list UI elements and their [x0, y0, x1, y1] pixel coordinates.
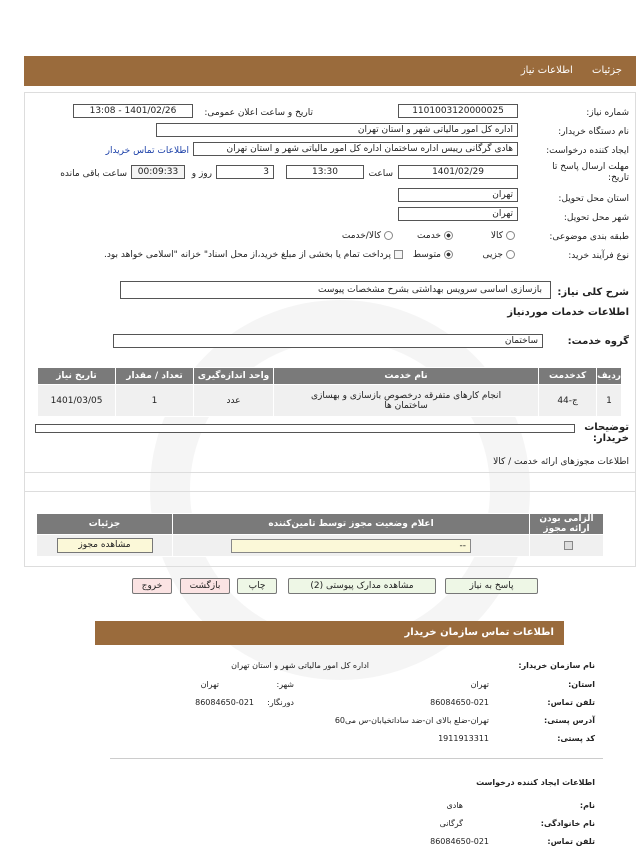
table-cell: 1401/03/05 — [38, 385, 116, 417]
table-cell: ج-44 — [539, 385, 597, 417]
requester-name-label: نام: — [579, 801, 595, 810]
table-cell: عدد — [194, 385, 274, 417]
contact-divider — [110, 758, 603, 759]
permits-header-required: الزامی بودن ارائه مجوز — [530, 514, 604, 535]
org-value: اداره کل امور مالیاتی شهر و استان تهران — [231, 661, 369, 670]
category-label: طبقه بندی موضوعی: — [549, 232, 629, 242]
address-value: تهران-ضلع بالای ان-ضد ساداتخیابان-س می60 — [334, 716, 489, 725]
desc-field: بازسازی اساسی سرویس بهداشتی بشرح مشخصات پیوست — [120, 281, 551, 299]
permit-required-checkbox — [564, 541, 573, 550]
fax-value: 86084650-021 — [195, 698, 254, 707]
creator-field: هادی گرگانی رییس اداره ساختمان اداره کل امور مالیاتی شهر و استان تهران — [193, 142, 518, 156]
buyer-notes-field — [35, 424, 575, 433]
table-cell: انجام کارهای متفرقه درخصوص بازسازی و بهسازی ساختمان ها — [274, 385, 539, 417]
requester-tel-label: تلفن تماس: — [547, 837, 595, 846]
postal-value: 1911913311 — [438, 734, 489, 743]
reply-button[interactable]: پاسخ به نیاز — [445, 578, 538, 594]
services-title: اطلاعات خدمات موردنیاز — [507, 307, 629, 318]
creator-label: ایجاد کننده درخواست: — [546, 146, 629, 156]
table-header-cell: نام خدمت — [274, 368, 539, 385]
province-field: تهران — [398, 188, 518, 202]
buyer-label: نام دستگاه خریدار: — [558, 127, 629, 137]
days-field: 3 — [216, 165, 274, 179]
address-label: آدرس پستی: — [544, 716, 595, 725]
city-field: تهران — [398, 207, 518, 221]
org-label: نام سازمان خریدار: — [518, 661, 595, 670]
need-no-label: شماره نیاز: — [586, 108, 629, 118]
city-label: شهر محل تحویل: — [563, 213, 629, 223]
page-header — [24, 56, 636, 86]
need-no-field: 1101003120000025 — [398, 104, 518, 118]
print-button[interactable]: چاپ — [237, 578, 277, 594]
table-header-cell: کدخدمت — [539, 368, 597, 385]
view-permit-button[interactable]: مشاهده مجوز — [57, 538, 153, 553]
buyer-contact-link[interactable]: اطلاعات تماس خریدار — [105, 146, 189, 156]
process-medium-option[interactable]: متوسط — [413, 250, 453, 260]
table-cell: 1 — [597, 385, 622, 417]
permits-title: اطلاعات مجوزهای ارائه خدمت / کالا — [493, 457, 629, 467]
permits-table — [36, 513, 604, 557]
category-service-option[interactable]: خدمت — [417, 231, 453, 241]
requester-family-label: نام خانوادگی: — [540, 819, 595, 828]
treasury-note: پرداخت تمام یا بخشی از مبلغ خرید،از محل اسناد" خزانه "اسلامی خواهد بود. — [104, 250, 403, 260]
group-label: گروه خدمت: — [567, 336, 629, 347]
table-header-cell: تاریخ نیاز — [38, 368, 116, 385]
permits-header-details: جزئیات — [37, 514, 173, 535]
city-contact-value: تهران — [200, 680, 219, 689]
buyer-notes-label: توضیحات خریدار: — [584, 422, 629, 444]
remaining-field: 00:09:33 — [131, 165, 185, 179]
back-button[interactable]: بازگشت — [180, 578, 230, 594]
permit-status-field[interactable]: -- — [231, 539, 471, 553]
requester-family-value: گرگانی — [439, 819, 463, 828]
deadline-date-field: 1401/02/29 — [398, 165, 518, 179]
table-cell: 1 — [116, 385, 194, 417]
province-contact-value: تهران — [470, 680, 489, 689]
category-goods-option[interactable]: کالا — [491, 231, 515, 241]
desc-label: شرح کلی نیاز: — [557, 287, 629, 298]
deadline-label: مهلت ارسال پاسخ تا تاریخ: — [552, 162, 629, 183]
city-contact-label: شهر: — [276, 680, 294, 689]
process-small-option[interactable]: جزیی — [482, 250, 515, 260]
postal-label: کد پستی: — [557, 734, 595, 743]
province-label: استان محل تحویل: — [558, 194, 629, 204]
permits-header-status: اعلام وضعیت مجوز توسط تامین‌کننده — [173, 514, 530, 535]
treasury-checkbox[interactable] — [394, 250, 403, 259]
attached-docs-button[interactable]: مشاهده مدارک پیوستی (2) — [288, 578, 436, 594]
requester-name-value: هادی — [446, 801, 463, 810]
table-row — [38, 385, 622, 417]
deadline-time-field: 13:30 — [286, 165, 364, 179]
table-header-cell: واحد اندازه‌گیری — [194, 368, 274, 385]
announce-field: 1401/02/26 - 13:08 — [73, 104, 193, 118]
buyer-field: اداره کل امور مالیاتی شهر و استان تهران — [156, 123, 518, 137]
announce-label: تاریخ و ساعت اعلان عمومی: — [204, 108, 313, 118]
phone-label: تلفن تماس: — [547, 698, 595, 707]
requester-title: اطلاعات ایجاد کننده درخواست — [476, 778, 595, 787]
tab-details[interactable]: جزئیات — [592, 65, 622, 76]
tab-need-info[interactable]: اطلاعات نیاز — [520, 65, 573, 76]
time-label: ساعت — [368, 169, 393, 179]
province-contact-label: استان: — [568, 680, 595, 689]
process-label: نوع فرآیند خرید: — [568, 251, 629, 261]
category-goods-service-option[interactable]: کالا/خدمت — [342, 231, 393, 241]
exit-button[interactable]: خروج — [132, 578, 172, 594]
remaining-label: ساعت باقی مانده — [60, 169, 127, 179]
table-header-cell: تعداد / مقدار — [116, 368, 194, 385]
table-header-cell: ردیف — [597, 368, 622, 385]
requester-tel-value: 86084650-021 — [430, 837, 489, 846]
services-table — [37, 367, 622, 417]
fax-label: دورنگار: — [267, 698, 294, 707]
group-field: ساختمان — [113, 334, 543, 348]
phone-value: 86084650-021 — [430, 698, 489, 707]
contact-section-header: اطلاعات تماس سازمان خریدار — [95, 621, 564, 645]
days-label: روز و — [191, 169, 212, 179]
